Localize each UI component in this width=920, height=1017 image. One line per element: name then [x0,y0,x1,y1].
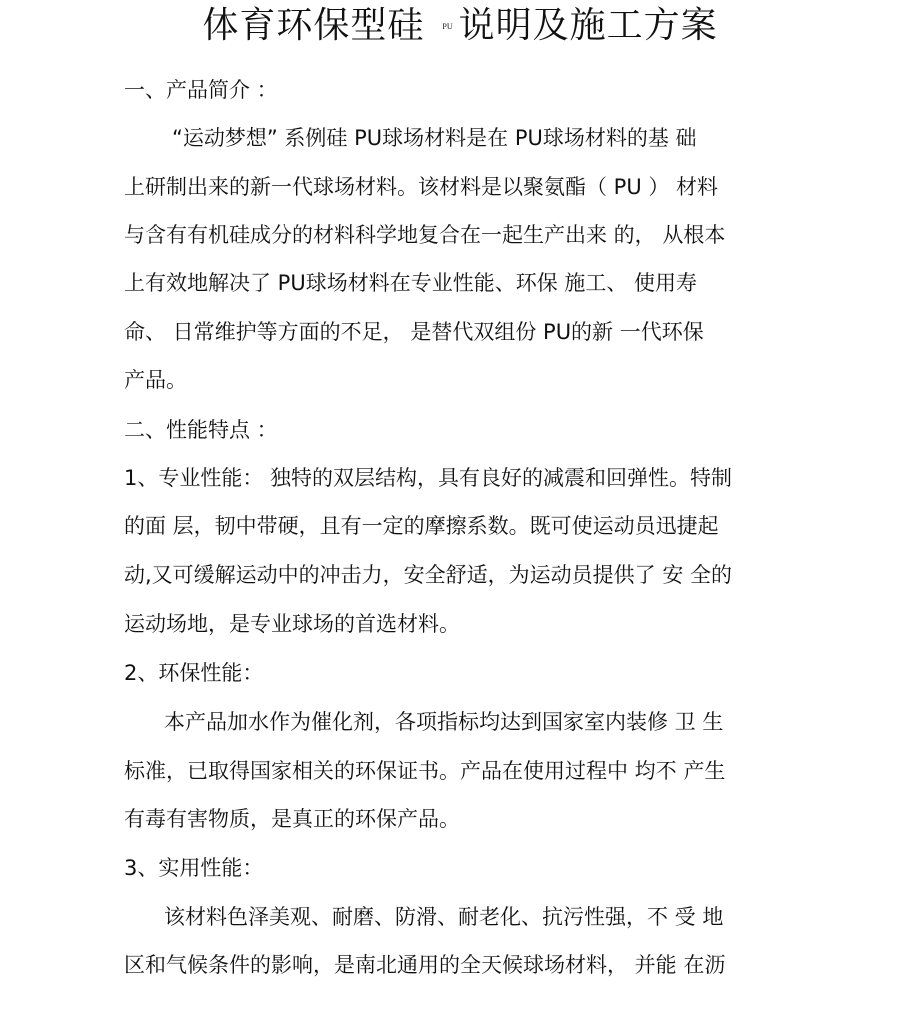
paragraph-line: 1、专业性能： 独特的双层结构，具有良好的减震和回弹性。特制 [124,466,733,490]
paragraph-line: 产品。 [124,368,187,392]
heading-performance: 二、性能特点 ： [124,418,278,442]
paragraph-line: “运动梦想” 系例硅 PU球场材料是在 PU球场材料的基 础 [172,126,697,150]
document-title [0,2,920,51]
paragraph-line: 该材料色泽美观、耐磨、防滑、耐老化、抗污性强，不 受 地 [164,905,724,929]
paragraph-line: 上有效地解决了 PU球场材料在专业性能、环保 施工、 使用寿 [124,271,698,295]
heading-product-intro: 一、产品简介 ： [124,78,278,102]
title-rest: 说明及施工方案 [458,5,718,46]
paragraph-line: 上研制出来的新一代球场材料。该材料是以聚氨酯（ PU ） 材料 [124,175,719,199]
paragraph-line: 的面 层，韧中带硬，且有一定的摩擦系数。既可使运动员迅捷起 [124,514,719,538]
subheading-eco: 2、环保性能： [124,661,264,685]
subheading-practical: 3、实用性能： [124,856,264,880]
paragraph-line: 有毒有害物质，是真正的环保产品。 [124,807,460,831]
paragraph-line: 命、 日常维护等方面的不足， 是替代双组份 PU的新 一代环保 [124,320,704,344]
paragraph-line: 区和气候条件的影响，是南北通用的全天候球场材料， 并能 在沥 [124,953,726,977]
title-pu-small: PU [442,22,453,31]
paragraph-line: 本产品加水作为催化剂，各项指标均达到国家室内装修 卫 生 [164,710,724,734]
paragraph-line: 动,又可缓解运动中的冲击力，安全舒适，为运动员提供了 安 全的 [124,563,733,587]
paragraph-line: 运动场地，是专业球场的首选材料。 [124,612,460,636]
paragraph-line: 与含有有机硅成分的材料科学地复合在一起生产出来 的， 从根本 [124,223,726,247]
title-main: 体育环保型硅 [202,5,425,46]
paragraph-line: 标准，已取得国家相关的环保证书。产品在使用过程中 均不 产生 [124,759,726,783]
